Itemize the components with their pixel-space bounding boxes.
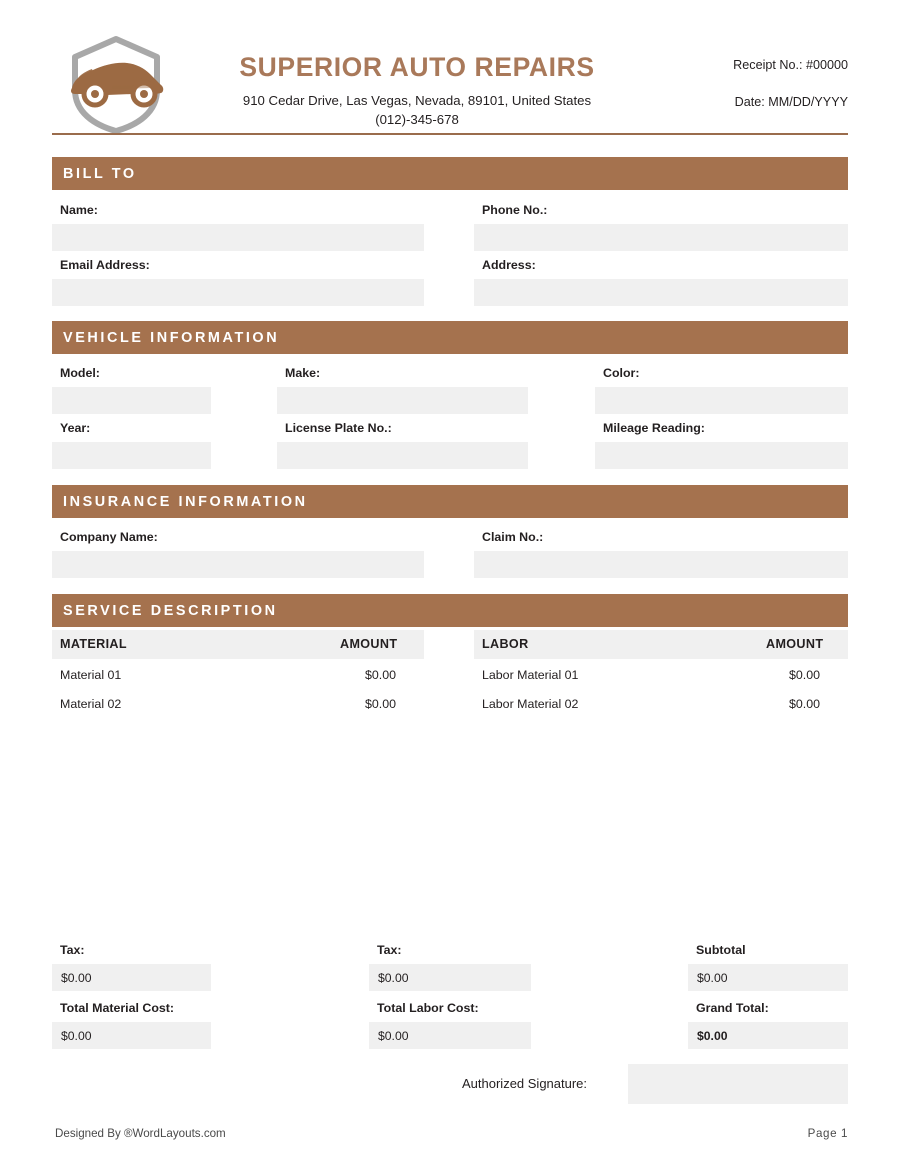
- value-grand-total[interactable]: $0.00: [688, 1022, 848, 1049]
- label-authorized-signature: Authorized Signature:: [462, 1076, 588, 1091]
- value-material-tax[interactable]: $0.00: [52, 964, 211, 991]
- column-header-material: MATERIAL: [60, 637, 127, 651]
- label-license-plate-no: License Plate No.:: [285, 421, 392, 435]
- column-header-labor: LABOR: [482, 637, 529, 651]
- section-header-insurance-information: INSURANCE INFORMATION: [52, 485, 848, 518]
- label-make: Make:: [285, 366, 321, 380]
- input-phone-no[interactable]: [474, 224, 848, 251]
- footer-designed-by: Designed By ®WordLayouts.com: [55, 1127, 226, 1140]
- label-total-material-cost: Total Material Cost:: [60, 1001, 175, 1015]
- value-subtotal[interactable]: $0.00: [688, 964, 848, 991]
- label-labor-tax: Tax:: [377, 943, 402, 957]
- label-subtotal: Subtotal: [696, 943, 746, 957]
- material-row-2-name: Material 02: [60, 697, 122, 711]
- column-header-material-amount: AMOUNT: [340, 637, 398, 651]
- input-company-name[interactable]: [52, 551, 424, 578]
- input-year[interactable]: [52, 442, 211, 469]
- address-line-1: 910 Cedar Drive, Las Vegas, Nevada, 89101, United States: [242, 93, 592, 108]
- label-total-labor-cost: Total Labor Cost:: [377, 1001, 479, 1015]
- label-phone-no: Phone No.:: [482, 203, 548, 217]
- company-name: SUPERIOR AUTO REPAIRS: [239, 52, 595, 82]
- material-row-2-amount: $0.00: [364, 697, 396, 711]
- labor-row-2-amount: $0.00: [788, 697, 820, 711]
- label-grand-total: Grand Total:: [696, 1001, 769, 1015]
- section-header-bill-to: BILL TO: [52, 157, 848, 190]
- label-claim-no: Claim No.:: [482, 530, 544, 544]
- company-title-block: [182, 52, 652, 129]
- label-company-name: Company Name:: [60, 530, 158, 544]
- value-total-material-cost[interactable]: $0.00: [52, 1022, 211, 1049]
- input-authorized-signature[interactable]: [628, 1064, 848, 1104]
- label-address: Address:: [482, 258, 536, 272]
- input-license-plate-no[interactable]: [277, 442, 528, 469]
- label-model: Model:: [60, 366, 100, 380]
- value-labor-tax[interactable]: $0.00: [369, 964, 531, 991]
- label-color: Color:: [603, 366, 640, 380]
- receipt-number: Receipt No.: #00000: [733, 58, 848, 72]
- material-row-1-name: Material 01: [60, 668, 122, 682]
- input-address[interactable]: [474, 279, 848, 306]
- input-color[interactable]: [595, 387, 848, 414]
- input-make[interactable]: [277, 387, 528, 414]
- header-divider: [52, 133, 848, 135]
- label-year: Year:: [60, 421, 91, 435]
- input-claim-no[interactable]: [474, 551, 848, 578]
- address-phone: (012)-345-678: [375, 111, 459, 127]
- document-header: [52, 28, 848, 128]
- label-mileage-reading: Mileage Reading:: [603, 421, 705, 435]
- receipt-meta: [638, 58, 848, 109]
- car-shield-logo-icon: [60, 32, 172, 136]
- label-name: Name:: [60, 203, 98, 217]
- column-header-labor-amount: AMOUNT: [766, 637, 824, 651]
- input-name[interactable]: [52, 224, 424, 251]
- section-header-vehicle-information: VEHICLE INFORMATION: [52, 321, 848, 354]
- company-address: [182, 92, 652, 129]
- material-row-1-amount: $0.00: [364, 668, 396, 682]
- labor-row-2-name: Labor Material 02: [482, 697, 579, 711]
- receipt-date: Date: MM/DD/YYYY: [734, 95, 848, 109]
- section-header-service-description: SERVICE DESCRIPTION: [52, 594, 848, 627]
- label-material-tax: Tax:: [60, 943, 85, 957]
- input-mileage-reading[interactable]: [595, 442, 848, 469]
- label-email-address: Email Address:: [60, 258, 150, 272]
- labor-row-1-amount: $0.00: [788, 668, 820, 682]
- footer-page-number: Page 1: [807, 1127, 848, 1140]
- value-total-labor-cost[interactable]: $0.00: [369, 1022, 531, 1049]
- input-model[interactable]: [52, 387, 211, 414]
- input-email-address[interactable]: [52, 279, 424, 306]
- labor-row-1-name: Labor Material 01: [482, 668, 579, 682]
